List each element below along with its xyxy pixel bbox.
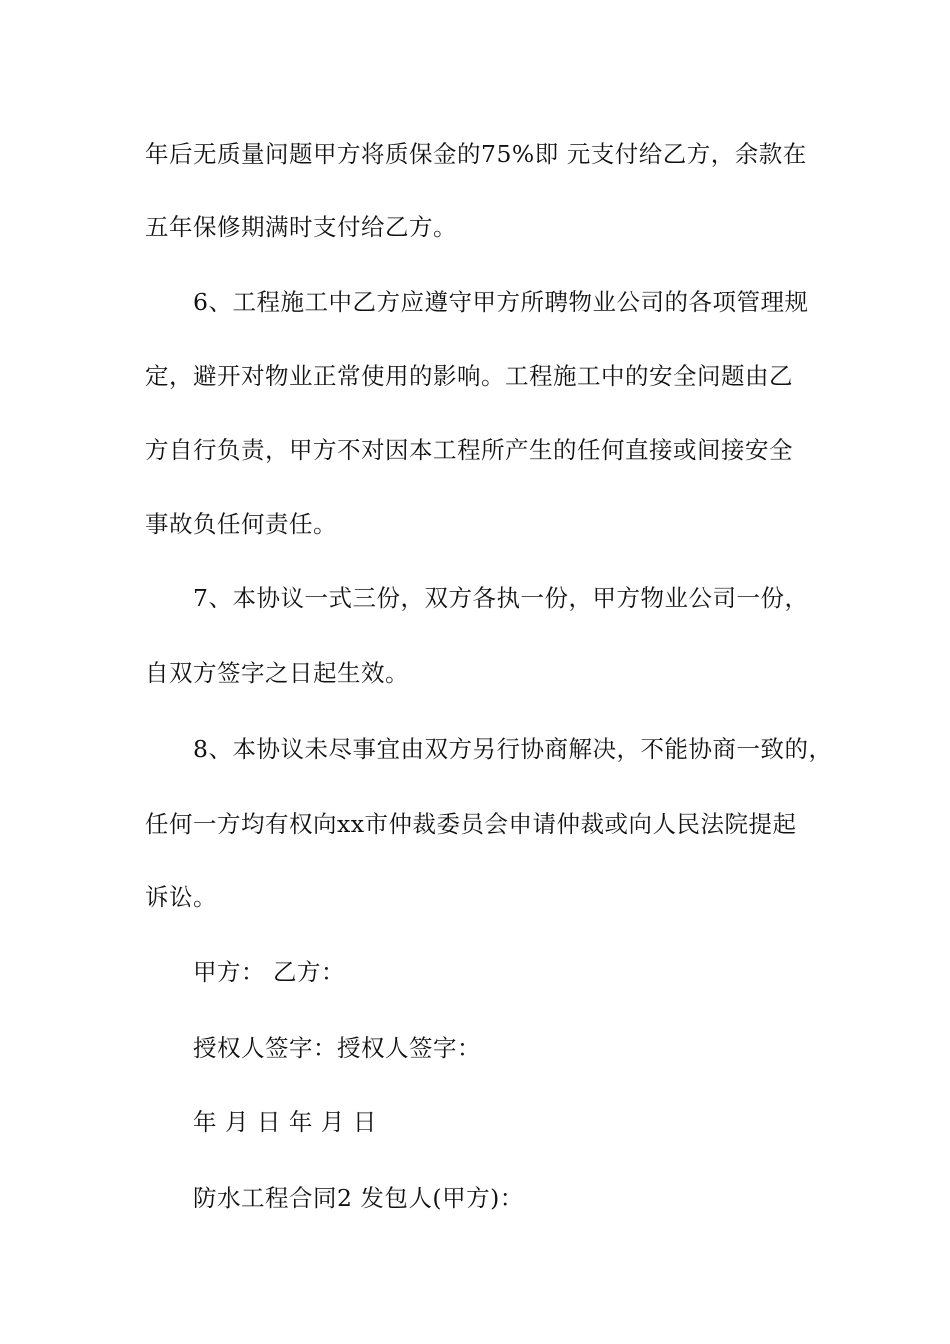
signature-line: 授权人签字：授权人签字： bbox=[193, 1034, 481, 1062]
text-line-8: 自双方签字之日起生效。 bbox=[145, 659, 409, 687]
text-line-10: 任何一方均有权向xx市仲裁委员会申请仲裁或向人民法院提起 bbox=[145, 810, 797, 838]
text-line-5: 方自行负责，甲方不对因本工程所产生的任何直接或间接安全 bbox=[145, 436, 793, 464]
text-line-clause-7: 7、本协议一式三份，双方各执一份，甲方物业公司一份， bbox=[193, 584, 809, 612]
text-line-1: 年后无质量问题甲方将质保金的75%即 元支付给乙方，余款在 bbox=[145, 140, 807, 168]
text-line-6: 事故负任何责任。 bbox=[145, 510, 337, 538]
text-line-clause-8: 8、本协议未尽事宜由双方另行协商解决，不能协商一致的， bbox=[193, 735, 833, 763]
text-line-2: 五年保修期满时支付给乙方。 bbox=[145, 213, 457, 241]
text-line-4: 定，避开对物业正常使用的影响。工程施工中的安全问题由乙 bbox=[145, 362, 793, 390]
text-line-clause-6: 6、工程施工中乙方应遵守甲方所聘物业公司的各项管理规 bbox=[193, 288, 809, 316]
text-line-11: 诉讼。 bbox=[145, 883, 217, 911]
contract-heading-line: 防水工程合同2 发包人(甲方)： bbox=[193, 1184, 524, 1212]
date-line: 年 月 日 年 月 日 bbox=[193, 1108, 377, 1136]
party-line: 甲方： 乙方： bbox=[193, 958, 345, 986]
